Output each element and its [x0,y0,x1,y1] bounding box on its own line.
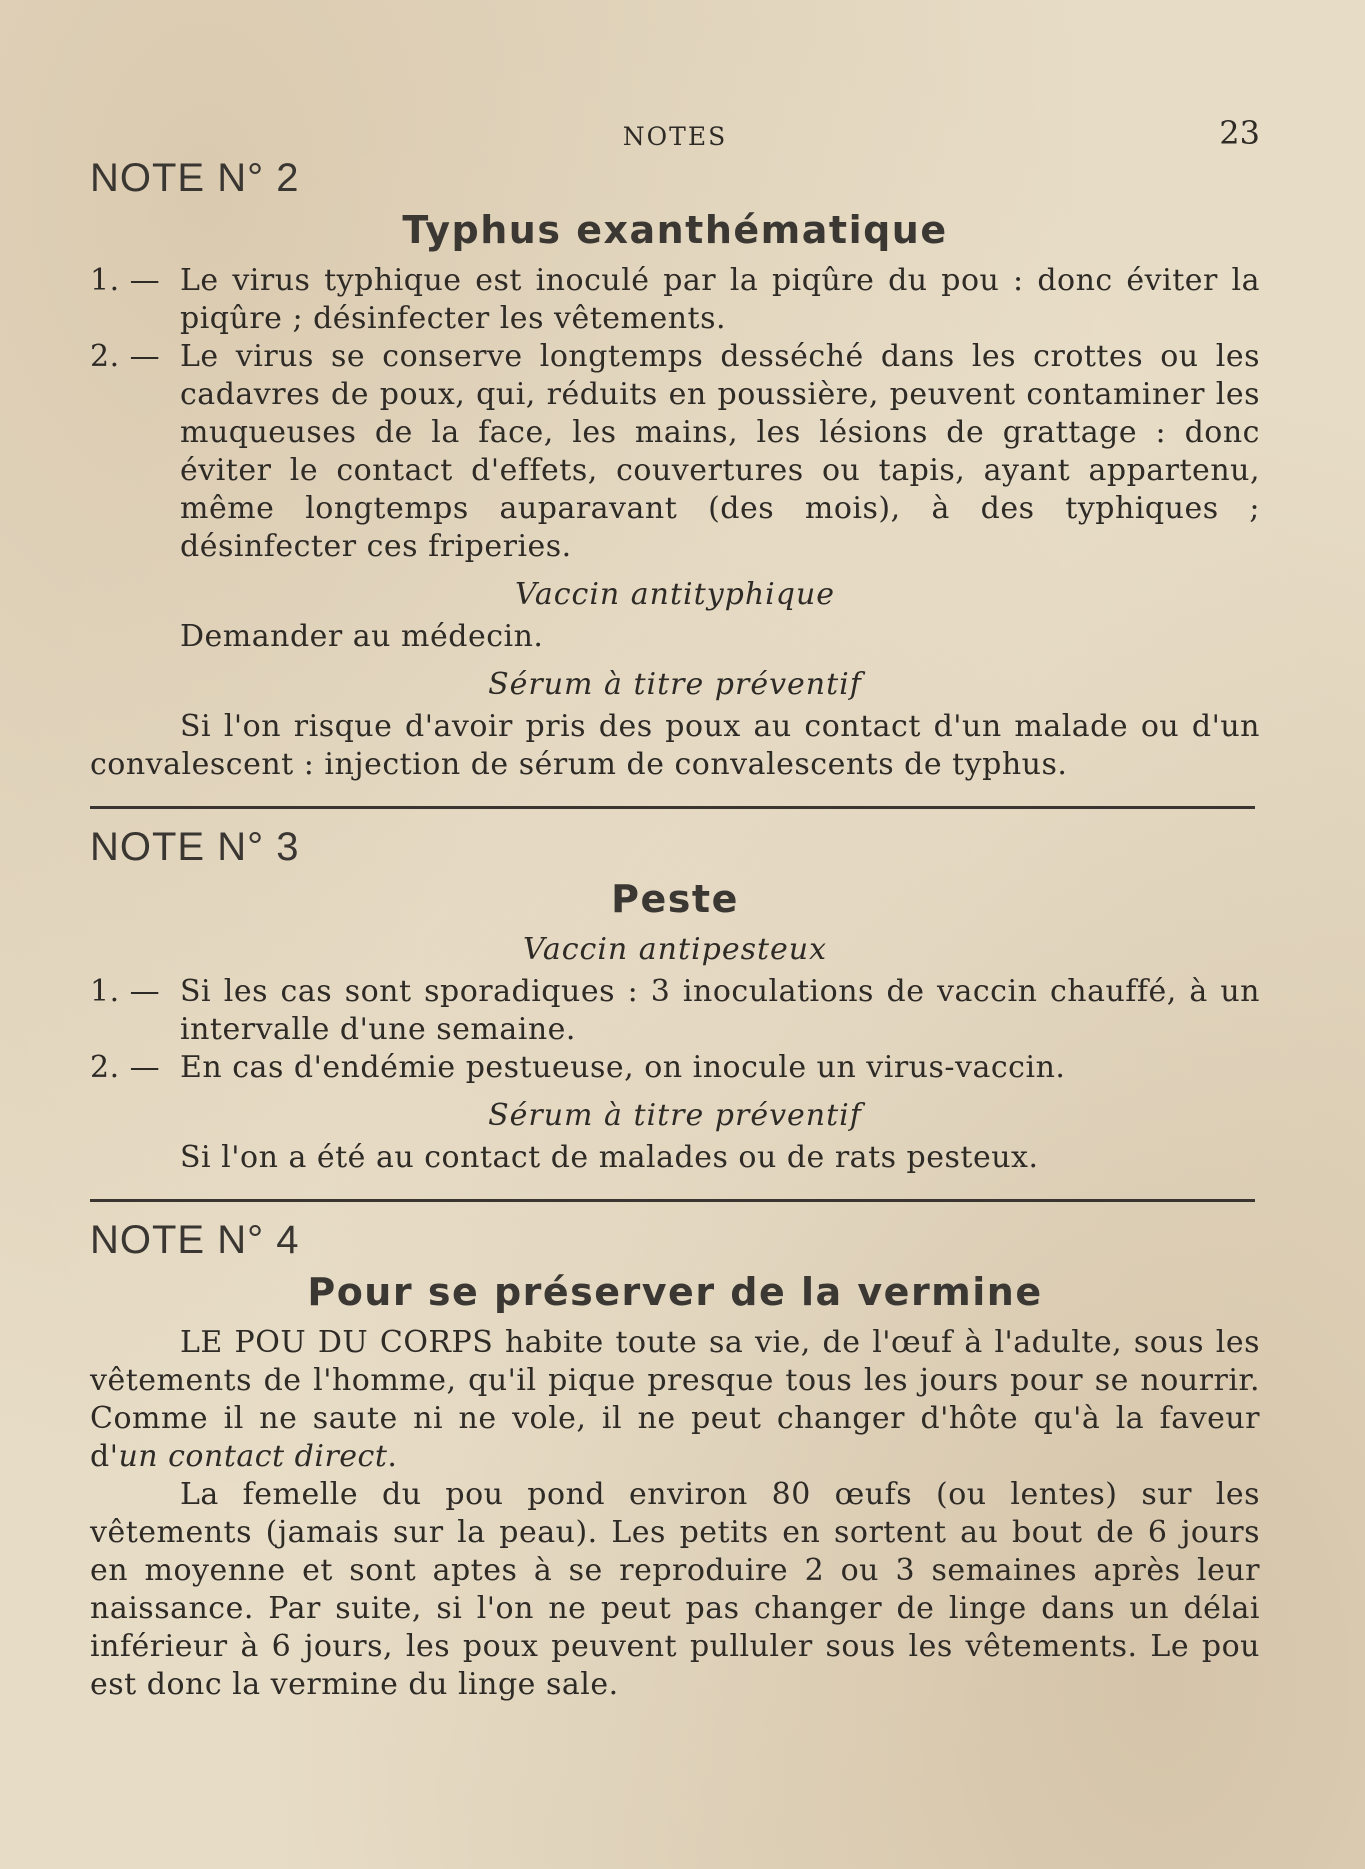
paragraph-end: . [387,1439,398,1474]
list-item [90,1049,1260,1087]
note-4-title: Pour se préserver de la vermine [307,1270,1043,1314]
paragraph-text: LE POU DU CORPS habite toute sa vie, de l'œuf à l'adulte, sous les vêtements de l'homme, qu'il pique presque tous les jours pour se nourrir. Comme il ne saute ni ne vole, il ne peut changer d'hôte qu'à la faveur d' [90,1325,1260,1474]
note-2-section [90,158,1260,784]
note-2-title: Typhus exanthématique [402,208,948,252]
list-item [90,338,1260,566]
list-item-number: 1. — [90,263,161,298]
vaccin-subheading: Vaccin antipesteux [522,932,828,967]
note-2-heading: NOTE N° 2 [90,156,300,200]
list-item-number: 2. — [90,1050,161,1085]
note-4-heading: NOTE N° 4 [90,1218,300,1262]
paragraph [90,1324,1260,1476]
list-item [90,262,1260,338]
book-page [90,114,1260,1704]
running-header [90,114,1260,158]
list-item-text: En cas d'endémie pestueuse, on inocule un virus-vaccin. [180,1050,1066,1085]
list-item-text: Si les cas sont sporadiques : 3 inoculations de vaccin chauffé, à un intervalle d'une semaine. [180,974,1260,1047]
serum-paragraph: Si l'on risque d'avoir pris des poux au contact d'un malade ou d'un convalescent : injection de sérum de convalescents de typhus. [90,709,1260,782]
list-item-number: 2. — [90,339,161,374]
serum-paragraph: Si l'on a été au contact de malades ou de rats pesteux. [180,1140,1039,1175]
note-3-heading: NOTE N° 3 [90,825,300,869]
vaccin-paragraph: Demander au médecin. [180,619,544,654]
serum-subheading: Sérum à titre préventif [488,1098,862,1133]
list-item-text: Le virus se conserve longtemps desséché dans les crottes ou les cadavres de poux, qui, réduits en poussière, peuvent contaminer les muqueuses de la face, les mains, les lésions de grattage : donc éviter le contact d'effets, couvertures ou tapis, ayant appartenu, même longtemps auparavant (des mois), à des typhiques ; désinfecter ces friperies. [180,339,1260,564]
note-3-section [90,827,1260,1177]
paragraph: La femelle du pou pond environ 80 œufs (ou lentes) sur les vêtements (jamais sur la peau). Les petits en sortent au bout de 6 jours en moyenne et sont aptes à se reproduire 2 ou 3 semaines après leur naissance. Par suite, si l'on ne peut pas changer de linge dans un délai inférieur à 6 jours, les poux peuvent pulluler sous les vêtements. Le pou est donc la vermine du linge sale. [90,1477,1260,1702]
list-item-number: 1. — [90,974,161,1009]
note-4-section [90,1220,1260,1704]
list-item [90,973,1260,1049]
section-divider [90,806,1255,809]
note-3-title: Peste [611,877,739,921]
list-item-text: Le virus typhique est inoculé par la piqûre du pou : donc éviter la piqûre ; désinfecter les vêtements. [180,263,1260,336]
section-divider [90,1199,1255,1202]
vaccin-subheading: Vaccin antityphique [514,577,836,612]
serum-subheading: Sérum à titre préventif [488,667,862,702]
page-number: 23 [1219,114,1260,152]
emphasis-text: un contact direct [118,1439,388,1474]
running-title: NOTES [622,122,728,151]
